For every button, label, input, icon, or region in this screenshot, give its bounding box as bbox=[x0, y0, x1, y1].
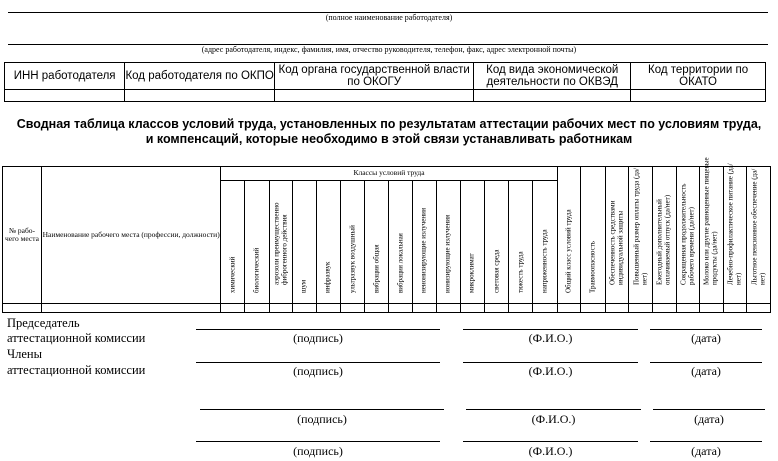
factor-general-vibration: вибрация общая bbox=[364, 180, 389, 303]
date-caption: (дата) bbox=[694, 412, 724, 426]
signature-line bbox=[196, 441, 440, 442]
date-caption: (дата) bbox=[691, 331, 721, 345]
factor-lighting: световая среда bbox=[484, 180, 509, 303]
date-line bbox=[650, 362, 762, 363]
col-reduced-hours: Сокращенная продолжительность рабочего времени (да/нет) bbox=[676, 167, 700, 304]
name-line bbox=[466, 409, 641, 410]
table-row bbox=[3, 304, 771, 313]
okved-header: Код вида экономической деятельности по ОКВЭД bbox=[474, 63, 631, 90]
okogu-header: Код органа государственной власти по ОКОГУ bbox=[275, 63, 474, 90]
date-caption: (дата) bbox=[691, 444, 721, 458]
col-workplace-name: Наименование рабочего места (профессии, должности) bbox=[41, 167, 220, 304]
document-title-line2: и компенсаций, которые необходимо в этой связи устанавливать работникам bbox=[145, 132, 633, 146]
okpo-header: Код работодателя по ОКПО bbox=[125, 63, 275, 90]
factor-infrasound: инфразвук bbox=[316, 180, 341, 303]
col-pension: Льготное пенсионное обеспечение (да/нет) bbox=[747, 167, 771, 304]
col-therapeutic-food: Лечебно-профилактическое питание (да/нет) bbox=[723, 167, 747, 304]
employer-address-caption: (адрес работодателя, индекс, фамилия, имя, отчество руководителя, телефон, факс, адрес электронной почты) bbox=[201, 45, 577, 54]
employer-name-caption: (полное наименование работодателя) bbox=[325, 13, 453, 22]
name-caption: (Ф.И.О.) bbox=[528, 331, 573, 345]
inn-value-cell bbox=[5, 90, 125, 102]
factor-local-vibration: вибрация локальная bbox=[389, 180, 413, 303]
col-overall-class: Общий класс условий труда bbox=[557, 167, 581, 304]
signature-line bbox=[200, 409, 444, 410]
factor-microclimate: микроклимат bbox=[461, 180, 485, 303]
col-milk: Молоко или другие равноценные пищевые продукты (да/нет) bbox=[700, 167, 724, 304]
signature-caption: (подпись) bbox=[297, 412, 347, 426]
chairman-label-line2: аттестационной комиссии bbox=[7, 331, 146, 345]
signature-caption: (подпись) bbox=[293, 444, 343, 458]
factor-biological: биологический bbox=[244, 180, 269, 303]
signature-line bbox=[196, 329, 440, 330]
factor-heaviness: тяжесть труда bbox=[509, 180, 533, 303]
col-workplace-number: № рабо-чего места bbox=[3, 167, 42, 304]
col-injury-risk: Травмоопасность bbox=[581, 167, 606, 304]
chairman-label-line1: Председатель bbox=[7, 316, 80, 330]
inn-header: ИНН работодателя bbox=[5, 63, 125, 90]
name-line bbox=[463, 329, 638, 330]
members-label-line2: аттестационной комиссии bbox=[7, 363, 146, 377]
okato-header: Код территории по ОКАТО bbox=[631, 63, 766, 90]
members-label-line1: Члены bbox=[7, 347, 42, 361]
document-title-line1: Сводная таблица классов условий труда, установленных по результатам аттестации рабочих мест по условиям труда, bbox=[16, 117, 762, 131]
col-ppe: Обеспеченность средствами индивидуальной защиты bbox=[605, 167, 629, 304]
factor-noise: шум bbox=[293, 180, 317, 303]
factor-chemical: химический bbox=[221, 180, 245, 303]
okato-value-cell bbox=[631, 90, 766, 102]
date-line bbox=[653, 409, 765, 410]
name-caption: (Ф.И.О.) bbox=[531, 412, 576, 426]
signature-line bbox=[196, 362, 440, 363]
okogu-value-cell bbox=[275, 90, 474, 102]
name-line bbox=[463, 362, 638, 363]
factor-intensity: напряженность труда bbox=[532, 180, 557, 303]
okved-value-cell bbox=[474, 90, 631, 102]
working-conditions-table bbox=[2, 157, 771, 313]
factor-non-ionizing: неионизирующие излучения bbox=[413, 180, 437, 303]
col-increased-pay: Повышенный размер оплаты труда (да/нет) bbox=[629, 167, 653, 304]
factor-ultrasound: ультразвук воздушный bbox=[341, 180, 365, 303]
name-caption: (Ф.И.О.) bbox=[528, 364, 573, 378]
col-extra-leave: Ежегодный дополнительный оплачиваемый отпуск (да/нет) bbox=[653, 167, 677, 304]
factor-ionizing: ионизирующие излучения bbox=[436, 180, 461, 303]
date-line bbox=[650, 441, 762, 442]
signature-caption: (подпись) bbox=[293, 364, 343, 378]
date-line bbox=[650, 329, 762, 330]
name-caption: (Ф.И.О.) bbox=[528, 444, 573, 458]
name-line bbox=[463, 441, 638, 442]
date-caption: (дата) bbox=[691, 364, 721, 378]
employer-codes-table bbox=[4, 62, 766, 102]
okpo-value-cell bbox=[125, 90, 275, 102]
factor-aerosols: аэрозоли преимущественно фиброгенного действия bbox=[269, 180, 293, 303]
classes-header: Классы условий труда bbox=[221, 167, 557, 181]
signature-caption: (подпись) bbox=[293, 331, 343, 345]
